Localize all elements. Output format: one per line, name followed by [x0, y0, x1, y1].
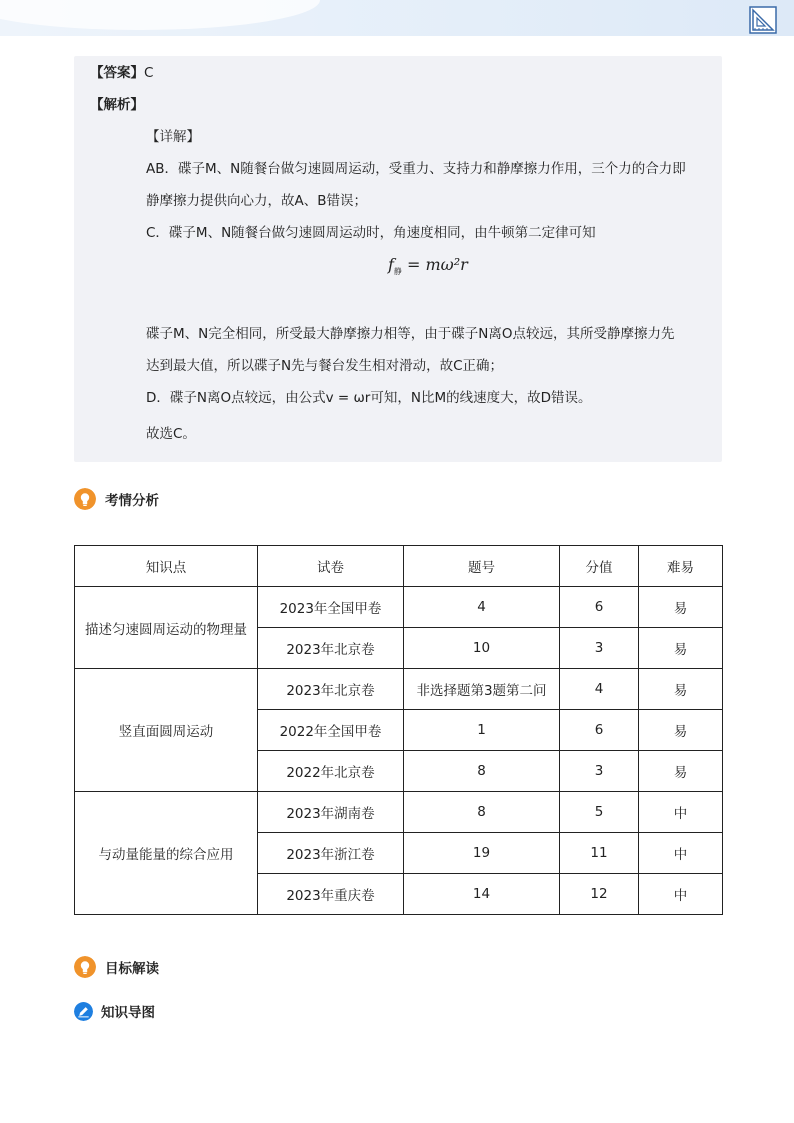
question-number-cell: 1 — [404, 710, 560, 751]
table-row — [75, 587, 723, 628]
question-number-cell: 14 — [404, 874, 560, 915]
header-question-number: 题号 — [404, 546, 560, 587]
explanation-c-line-2: 碟子M、N完全相同，所受最大静摩擦力相等，由于碟子N离O点较远，其所受静摩擦力先 — [146, 326, 675, 342]
conclusion-line: 故选C。 — [146, 426, 196, 442]
formula-subscript: 静 — [393, 267, 402, 277]
topic-cell: 描述匀速圆周运动的物理量 — [75, 587, 258, 669]
difficulty-cell: 易 — [639, 751, 723, 792]
explanation-c-line-3: 达到最大值，所以碟子N先与餐台发生相对滑动，故C正确； — [146, 358, 504, 374]
paper-cell: 2023年浙江卷 — [258, 833, 404, 874]
section-exam-analysis — [74, 487, 159, 511]
header-swoosh — [0, 0, 320, 30]
table-row — [75, 669, 723, 710]
knowledge-map-title: 知识导图 — [101, 1005, 155, 1021]
header-score: 分值 — [560, 546, 639, 587]
analysis-label: 【解析】 — [90, 97, 144, 113]
score-cell: 11 — [560, 833, 639, 874]
explanation-c-line-1: C．碟子M、N随餐台做匀速圆周运动时，角速度相同，由牛顿第二定律可知 — [146, 225, 596, 241]
question-number-cell: 19 — [404, 833, 560, 874]
header-knowledge-point: 知识点 — [75, 546, 258, 587]
answer-value: C — [144, 65, 154, 81]
question-number-cell: 4 — [404, 587, 560, 628]
exam-analysis-table — [74, 545, 723, 915]
table-row — [75, 792, 723, 833]
detail-label: 【详解】 — [146, 129, 200, 145]
pencil-icon — [74, 1002, 93, 1021]
difficulty-cell: 易 — [639, 669, 723, 710]
header-difficulty: 难易 — [639, 546, 723, 587]
formula — [388, 255, 468, 282]
difficulty-cell: 中 — [639, 792, 723, 833]
header-band — [0, 0, 794, 36]
paper-cell: 2022年全国甲卷 — [258, 710, 404, 751]
paper-cell: 2023年重庆卷 — [258, 874, 404, 915]
difficulty-cell: 易 — [639, 710, 723, 751]
explanation-d-line: D．碟子N离O点较远，由公式v = ωr可知，N比M的线速度大，故D错误。 — [146, 390, 592, 406]
topic-cell: 与动量能量的综合应用 — [75, 792, 258, 915]
paper-cell: 2023年湖南卷 — [258, 792, 404, 833]
paper-cell: 2022年北京卷 — [258, 751, 404, 792]
formula-lhs: f — [388, 255, 394, 274]
lightbulb-icon — [74, 488, 96, 510]
section-goal-interpretation — [74, 955, 159, 979]
topic-cell: 竖直面圆周运动 — [75, 669, 258, 792]
difficulty-cell: 易 — [639, 628, 723, 669]
question-number-cell: 8 — [404, 792, 560, 833]
formula-rhs: = mω²r — [407, 255, 468, 274]
question-number-cell: 8 — [404, 751, 560, 792]
difficulty-cell: 易 — [639, 587, 723, 628]
question-number-cell: 非选择题第3题第二问 — [404, 669, 560, 710]
difficulty-cell: 中 — [639, 833, 723, 874]
score-cell: 6 — [560, 587, 639, 628]
triangle-ruler-icon — [749, 6, 777, 34]
lightbulb-icon — [74, 956, 96, 978]
score-cell: 3 — [560, 751, 639, 792]
difficulty-cell: 中 — [639, 874, 723, 915]
score-cell: 3 — [560, 628, 639, 669]
score-cell: 5 — [560, 792, 639, 833]
answer-label: 【答案】 — [90, 65, 144, 81]
paper-cell: 2023年北京卷 — [258, 628, 404, 669]
table-header-row — [75, 546, 723, 587]
answer-explanation-box — [74, 56, 722, 462]
answer-line — [90, 64, 153, 82]
goal-interpretation-title: 目标解读 — [105, 961, 159, 977]
score-cell: 6 — [560, 710, 639, 751]
paper-cell: 2023年北京卷 — [258, 669, 404, 710]
score-cell: 12 — [560, 874, 639, 915]
score-cell: 4 — [560, 669, 639, 710]
explanation-ab-line-2: 静摩擦力提供向心力，故A、B错误； — [146, 193, 367, 209]
paper-cell: 2023年全国甲卷 — [258, 587, 404, 628]
section-knowledge-map — [74, 999, 155, 1023]
header-paper: 试卷 — [258, 546, 404, 587]
question-number-cell: 10 — [404, 628, 560, 669]
explanation-ab-line-1: AB．碟子M、N随餐台做匀速圆周运动，受重力、支持力和静摩擦力作用，三个力的合力即 — [146, 161, 686, 177]
exam-analysis-title: 考情分析 — [105, 493, 159, 509]
